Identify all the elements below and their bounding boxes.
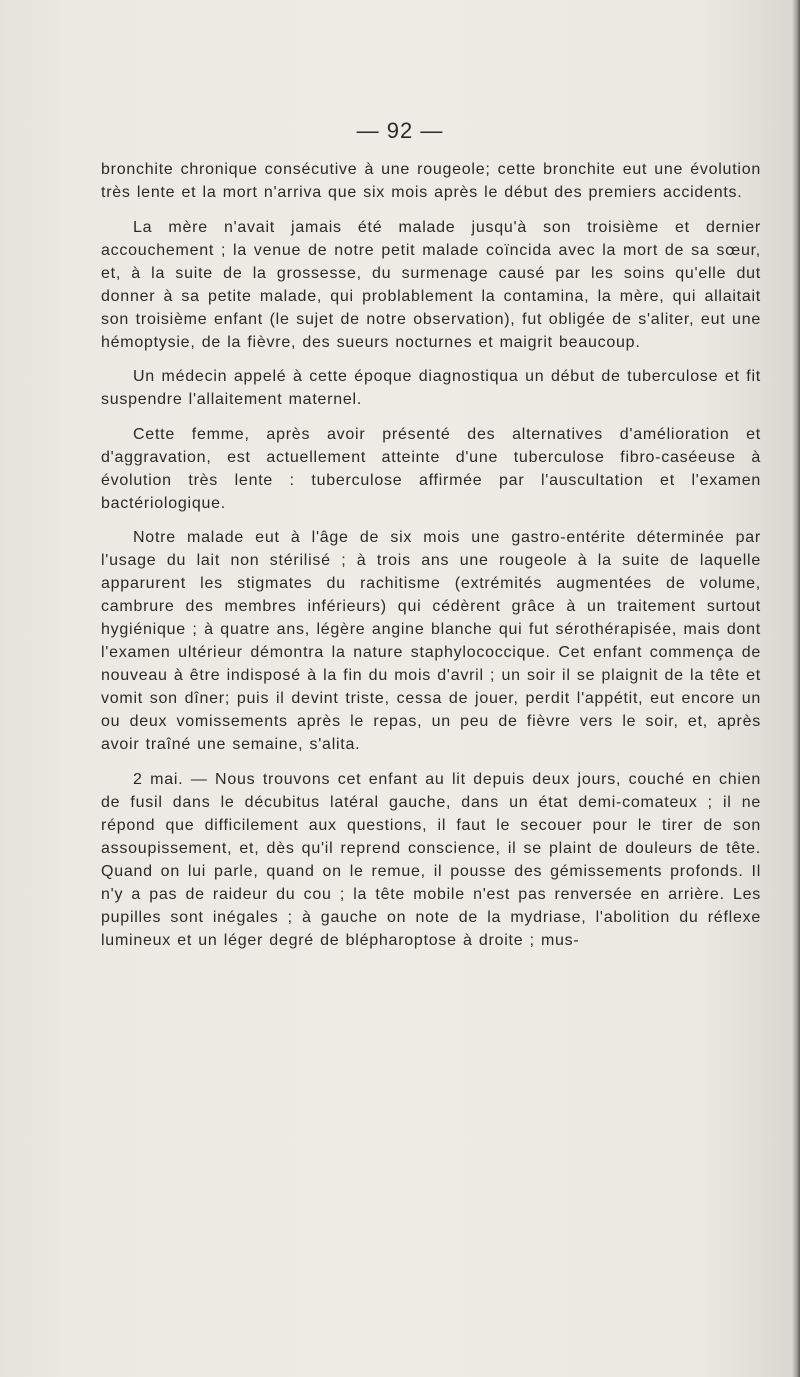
page-number: — 92 — [356,118,444,143]
paragraph: Un médecin appelé à cette époque diagnostiqua un début de tuberculose et fit suspendre l'allaitement maternel. [101,368,761,408]
paragraph: La mère n'avait jamais été malade jusqu'à son troisième et dernier accouchement ; la venue de notre petit malade coïncida avec la mort de sa sœur, et, à la suite de la grossesse, du surmenage causé par les soins qu'elle dut donner à sa petite malade, qui problablement la contamina, la mère, qui allaitait son troisième enfant (le sujet de notre observation), fut obligée de s'aliter, eut une hémoptysie, de la fièvre, des sueurs nocturnes et maigrit beaucoup. [101,218,761,351]
paragraph: bronchite chronique consécutive à une rougeole; cette bronchite eut une évolution très lente et la mort n'arriva que six mois après le début des premiers accidents. [101,161,761,201]
paragraph: Notre malade eut à l'âge de six mois une gastro-entérite déterminée par l'usage du lait non stérilisé ; à trois ans une rougeole à la suite de laquelle apparurent les stigmates du rachitisme (extrémités augmentées de volume, cambrure des membres inférieurs) qui cédèrent grâce à un traitement surtout hygiénique ; à quatre ans, légère angine blanche qui fut sérothérapisée, mais dont l'examen ultérieur démontra la nature staphylococcique. Cet enfant commença de nouveau à être indisposé à la fin du mois d'avril ; un soir il se plaignit de la tête et vomit son dîner; puis il devint triste, cessa de jouer, perdit l'appétit, eut encore un ou deux vomissements après le repas, un peu de fièvre vers le soir, et, après avoir traîné une semaine, s'alita. [101,529,761,753]
page-edge-shadow [792,0,800,1377]
paragraph: 2 mai. — Nous trouvons cet enfant au lit depuis deux jours, couché en chien de fusil dans le décubitus latéral gauche, dans un état demi-comateux ; il ne répond que difficilement aux questions, il faut le secouer pour le tirer de son assoupissement, et, dès qu'il reprend conscience, il se plaint de douleurs de tête. Quand on lui parle, quand on le remue, il pousse des gémissements profonds. Il n'y a pas de raideur du cou ; la tête mobile n'est pas renversée en arrière. Les pupilles sont inégales ; à gauche on note de la mydriase, l'abolition du réflexe lumineux et un léger degré de blépharoptose à droite ; mus- [101,770,761,949]
body-text [101,158,761,963]
paragraph: Cette femme, après avoir présenté des alternatives d'amélioration et d'aggravation, est actuellement atteinte d'une tuberculose fibro-caséeuse à évolution très lente : tuberculose affirmée par l'auscultation et l'examen bactériologique. [101,425,761,512]
